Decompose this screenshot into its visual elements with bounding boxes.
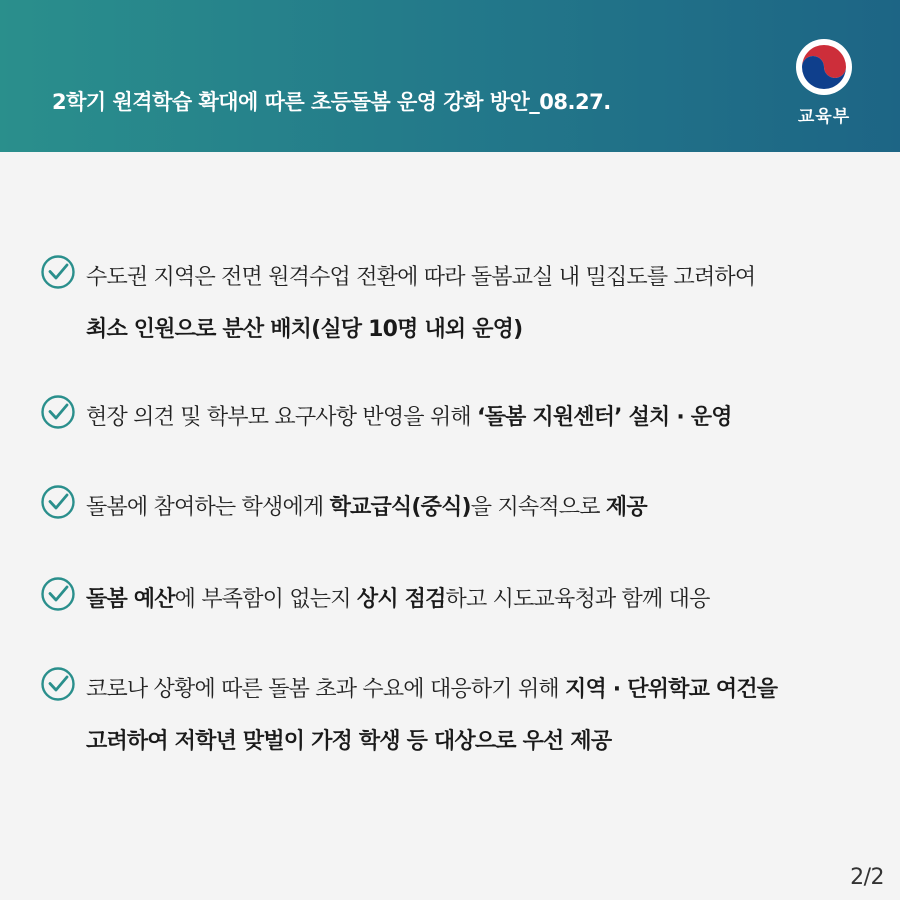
list-item-line xyxy=(86,252,755,304)
item-text: 에 부족함이 없는지 xyxy=(174,587,357,612)
item-emphasis: 지역 · 단위학교 여건을 xyxy=(565,677,778,702)
list-item-text xyxy=(86,574,710,626)
item-text: 을 지속적으로 xyxy=(470,495,606,520)
item-emphasis: 최소 인원으로 분산 배치(실당 10명 내외 운영) xyxy=(86,317,523,342)
item-emphasis: 고려하여 저학년 맞벌이 가정 학생 등 대상으로 우선 제공 xyxy=(86,729,612,754)
item-text: 코로나 상황에 따른 돌봄 초과 수요에 대응하기 위해 xyxy=(86,677,566,702)
logo-text: 교육부 xyxy=(797,107,851,127)
page-title: 2학기 원격학습 확대에 따른 초등돌봄 운영 강화 방안_08.27. xyxy=(52,90,611,114)
list-item-line xyxy=(86,482,647,534)
check-circle-icon xyxy=(40,394,76,430)
list-item-line xyxy=(86,574,710,626)
item-emphasis: 상시 점검 xyxy=(356,587,446,612)
check-circle-icon xyxy=(40,484,76,520)
item-text: 현장 의견 및 학부모 요구사항 반영을 위해 xyxy=(86,405,478,430)
list-item-text xyxy=(86,392,732,444)
list-item-line xyxy=(86,716,777,768)
check-circle-icon xyxy=(40,576,76,612)
item-emphasis: 돌봄 예산 xyxy=(86,587,175,612)
header-banner xyxy=(0,0,900,152)
check-circle-icon xyxy=(40,254,76,290)
list-item-line xyxy=(86,392,732,444)
ministry-logo xyxy=(794,38,854,127)
list-item-text xyxy=(86,252,755,356)
taegeuk-emblem-icon xyxy=(795,38,853,96)
list-item-text xyxy=(86,482,647,534)
item-emphasis: ‘돌봄 지원센터’ 설치 · 운영 xyxy=(477,405,732,430)
item-emphasis: 제공 xyxy=(605,495,647,520)
list-item-line xyxy=(86,304,755,356)
list-item-line xyxy=(86,664,777,716)
item-text: 하고 시도교육청과 함께 대응 xyxy=(445,587,710,612)
check-circle-icon xyxy=(40,666,76,702)
list-item-text xyxy=(86,664,777,768)
page-indicator: 2/2 xyxy=(850,865,884,890)
item-text: 수도권 지역은 전면 원격수업 전환에 따라 돌봄교실 내 밀집도를 고려하여 xyxy=(86,265,756,290)
item-emphasis: 학교급식(중식) xyxy=(329,495,471,520)
item-text: 돌봄에 참여하는 학생에게 xyxy=(86,495,330,520)
